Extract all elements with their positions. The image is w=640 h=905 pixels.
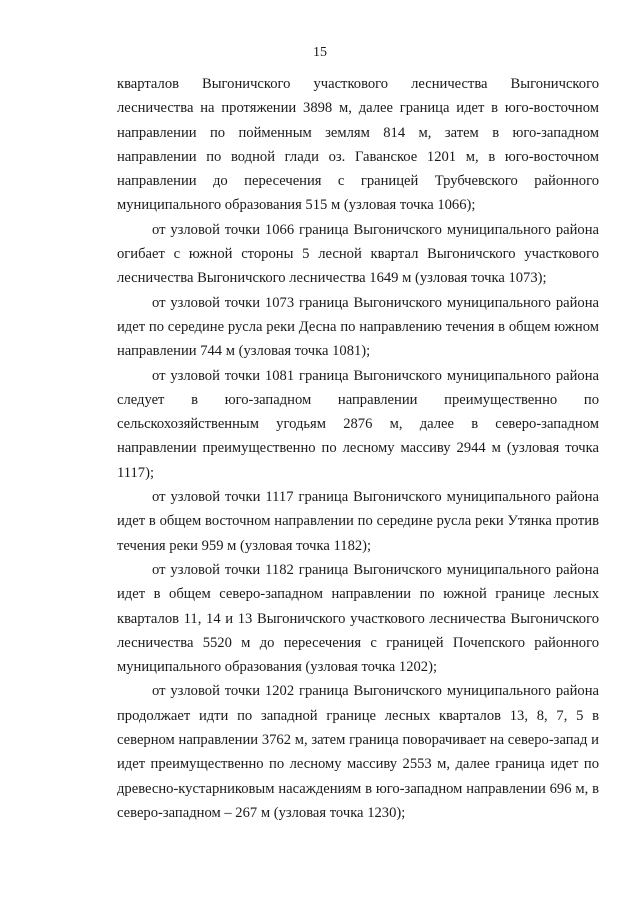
paragraph-segment-1066-1073: от узловой точки 1066 граница Выгоничского муниципального района огибает с южной стороны 5 лесной квартал Выгоничского участкового лесничества Выгоничского лесничества 1649 м (узловая точка 1073); xyxy=(117,221,599,287)
paragraph-segment-1182-1202: от узловой точки 1182 граница Выгоничского муниципального района идет в общем северо-западном направлении по южной границе лесных кварталов 11, 14 и 13 Выгоничского участкового лесничества Выгоничского лесничества 5520 м до пересечения с границей Почепского районного муниципального образования (узловая точка 1202); xyxy=(117,561,599,676)
paragraph-segment-1081-1117: от узловой точки 1081 граница Выгоничского муниципального района следует в юго-западном направлении преимущественно по сельскохозяйственным угодьям 2876 м, далее в северо-западном направлении преимущественно по лесному массиву 2944 м (узловая точка 1117); xyxy=(117,367,599,481)
paragraph-segment-1073-1081: от узловой точки 1073 граница Выгоничского муниципального района идет по середине русла реки Десна по направлению течения в общем южном направлении 744 м (узловая точка 1081); xyxy=(117,294,599,360)
paragraph-segment-1202-1230: от узловой точки 1202 граница Выгоничского муниципального района продолжает идти по западной границе лесных кварталов 13, 8, 7, 5 в северном направлении 3762 м, затем граница поворачивает на северо-запад и идет преимущественно по лесному массиву 2553 м, далее граница идет по древесно-кустарниковым насаждениям в юго-западном направлении 696 м, в северо-западном – 267 м (узловая точка 1230); xyxy=(117,683,599,821)
paragraph-segment-1117-1182: от узловой точки 1117 граница Выгоничского муниципального района идет в общем восточном направлении по середине русла реки Утянка против течения реки 959 м (узловая точка 1182); xyxy=(117,489,599,554)
document-body xyxy=(117,72,599,825)
paragraph-continuation: кварталов Выгоничского участкового лесничества Выгоничского лесничества на протяжении 3898 м, далее граница идет в юго-восточном направлении по пойменным землям 814 м, затем в юго-западном направлении по водной глади оз. Гаванское 1201 м, в юго-восточном направлении до пересечения с границей Трубчевского районного муниципального образования 515 м (узловая точка 1066); xyxy=(117,76,599,214)
page-number: 15 xyxy=(313,45,327,60)
